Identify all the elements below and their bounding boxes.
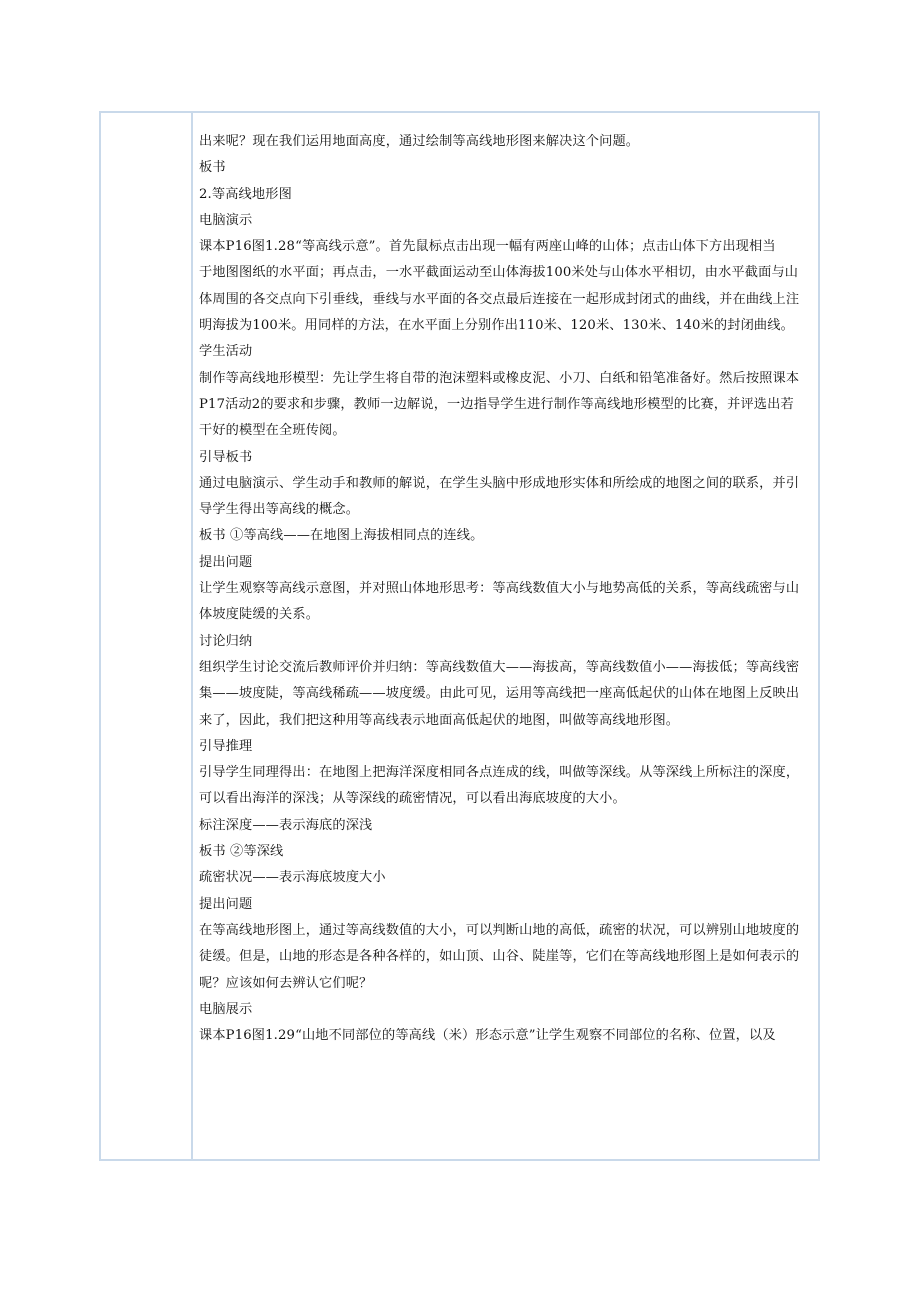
text-line: 板书 (199, 160, 226, 176)
text-line: 于地图图纸的水平面；再点击，一水平截面运动至山体海拔100米处与山体水平相切，由水平截面与山 (199, 265, 799, 281)
text-line: 标注深度——表示海底的深浅 (199, 817, 373, 833)
text-line: 在等高线地形图上，通过等高线数值的大小，可以判断山地的高低，疏密的状况，可以辨别山地坡度的 (199, 922, 800, 938)
text-line: 组织学生讨论交流后教师评价并归纳：等高线数值大——海拔高，等高线数值小——海拔低；等高线密 (199, 659, 800, 675)
text-line: 导学生得出等高线的概念。 (199, 502, 360, 518)
text-line: 板书 ①等高线——在地图上海拔相同点的连线。 (199, 528, 484, 544)
text-line: 提出问题 (199, 896, 253, 912)
text-line: 板书 ②等深线 (199, 844, 284, 860)
text-line: 提出问题 (199, 554, 253, 570)
text-line: 可以看出海洋的深浅；从等深线的疏密情况，可以看出海底坡度的大小。 (199, 791, 626, 807)
text-line: 让学生观察等高线示意图，并对照山体地形思考：等高线数值大小与地势高低的关系，等高线疏密与山 (199, 581, 800, 597)
text-line: 出来呢？现在我们运用地面高度，通过绘制等高线地形图来解决这个问题。 (199, 134, 640, 149)
text-line: 制作等高线地形模型：先让学生将自带的泡沫塑料或橡皮泥、小刀、白纸和铅笔准备好。然后按照课本 (199, 370, 800, 386)
text-line: 干好的模型在全班传阅。 (199, 423, 346, 439)
text-line: 引导板书 (199, 449, 253, 465)
table-left-cell (101, 113, 193, 1159)
text-line: 徒缓。但是，山地的形态是各种各样的，如山顶、山谷、陡崖等，它们在等高线地形图上是如何表示的 (199, 949, 800, 965)
text-line: 课本P16图1.28“等高线示意”。首先鼠标点击出现一幅有两座山峰的山体；点击山体下方出现相当 (199, 239, 776, 255)
text-line: 电脑演示 (199, 212, 253, 228)
text-line: P17活动2的要求和步骤，教师一边解说，一边指导学生进行制作等高线地形模型的比赛，并评选出若 (199, 396, 794, 412)
text-line: 体周围的各交点向下引垂线，垂线与水平面的各交点最后连接在一起形成封闭式的曲线，并在曲线上注 (199, 291, 800, 307)
text-line: 来了，因此，我们把这种用等高线表示地面高低起伏的地图，叫做等高线地形图。 (199, 712, 680, 728)
text-line: 体坡度陡缓的关系。 (199, 607, 320, 623)
text-line: 学生活动 (199, 344, 253, 360)
text-line: 引导学生同理得出：在地图上把海洋深度相同各点连成的线，叫做等深线。从等深线上所标注的深度， (199, 765, 800, 781)
text-line: 引导推理 (199, 738, 253, 754)
text-line: 讨论归纳 (199, 633, 253, 649)
text-line: 2.等高线地形图 (199, 186, 292, 202)
table-content-cell (193, 113, 818, 1159)
text-line: 集——坡度陡，等高线稀疏——坡度缓。由此可见，运用等高线把一座高低起伏的山体在地图上反映出 (199, 686, 800, 702)
text-line: 疏密状况——表示海底坡度大小 (199, 870, 386, 886)
text-line: 明海拔为100米。用同样的方法，在水平面上分别作出110米、120米、130米、140米的封闭曲线。 (199, 318, 794, 334)
text-line: 课本P16图1.29“山地不同部位的等高线（米）形态示意”让学生观察不同部位的名称、位置，以及 (199, 1028, 776, 1044)
text-line: 电脑展示 (199, 1001, 253, 1017)
text-line: 通过电脑演示、学生动手和教师的解说，在学生头脑中形成地形实体和所绘成的地图之间的联系，并引 (199, 475, 800, 491)
text-line: 呢？应该如何去辨认它们呢？ (199, 975, 373, 991)
lesson-table (99, 111, 820, 1161)
